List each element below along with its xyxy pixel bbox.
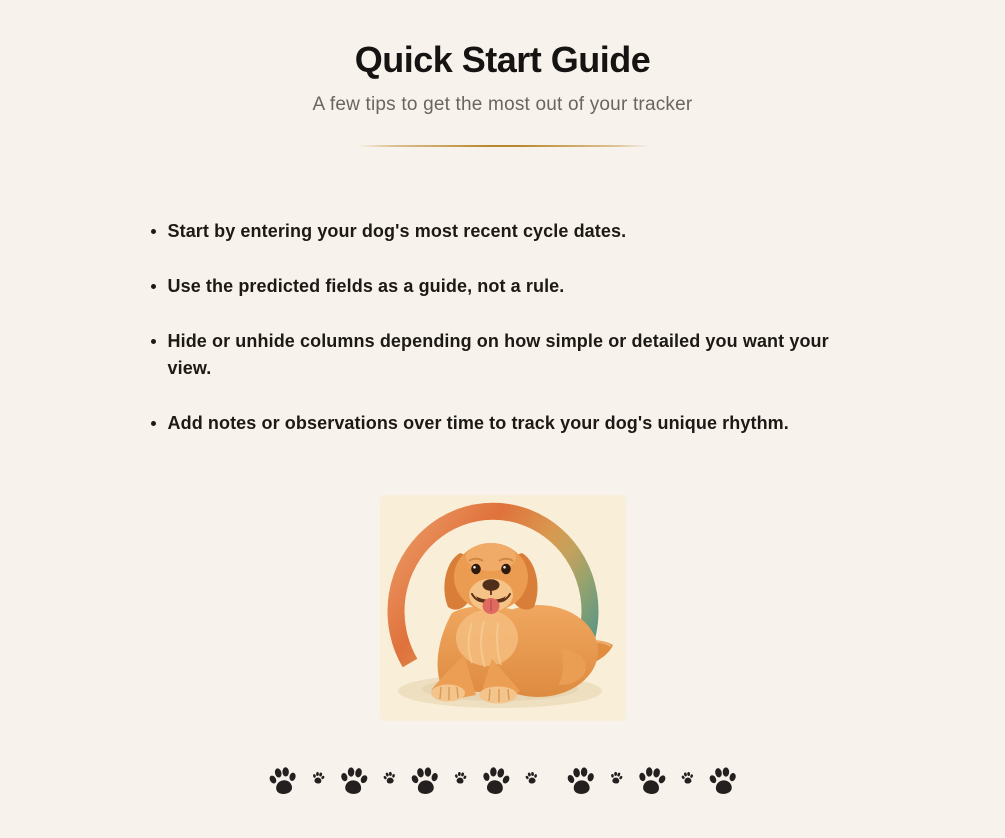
paw-print-icon — [635, 763, 668, 796]
gold-divider — [357, 145, 649, 147]
paw-print-icon — [337, 764, 370, 797]
tip-item: Add notes or observations over time to track your dog's unique rhythm. — [147, 410, 859, 437]
paw-print-icon — [453, 770, 468, 785]
tip-item: Start by entering your dog's most recent cycle dates. — [147, 218, 859, 245]
paw-print-icon — [310, 769, 325, 784]
dog-illustration — [380, 495, 626, 721]
page-subtitle: A few tips to get the most out of your tracker — [312, 94, 693, 115]
page-title: Quick Start Guide — [354, 39, 651, 80]
paw-print-icon — [680, 770, 695, 785]
paw-print-icon — [408, 764, 441, 797]
tips-list — [147, 218, 859, 465]
tip-item: Use the predicted fields as a guide, not a rule. — [147, 273, 859, 300]
paw-print-icon — [523, 769, 538, 784]
paw-print-icon — [608, 769, 623, 784]
paw-print-icon — [706, 764, 739, 797]
paw-print-row — [268, 765, 738, 795]
paw-print-icon — [381, 769, 396, 784]
paw-print-icon — [266, 763, 300, 797]
golden-retriever-rainbow-arch-icon — [380, 495, 626, 721]
paw-print-icon — [479, 763, 513, 797]
tip-item: Hide or unhide columns depending on how simple or detailed you want your view. — [147, 328, 859, 382]
paw-print-icon — [564, 764, 597, 797]
